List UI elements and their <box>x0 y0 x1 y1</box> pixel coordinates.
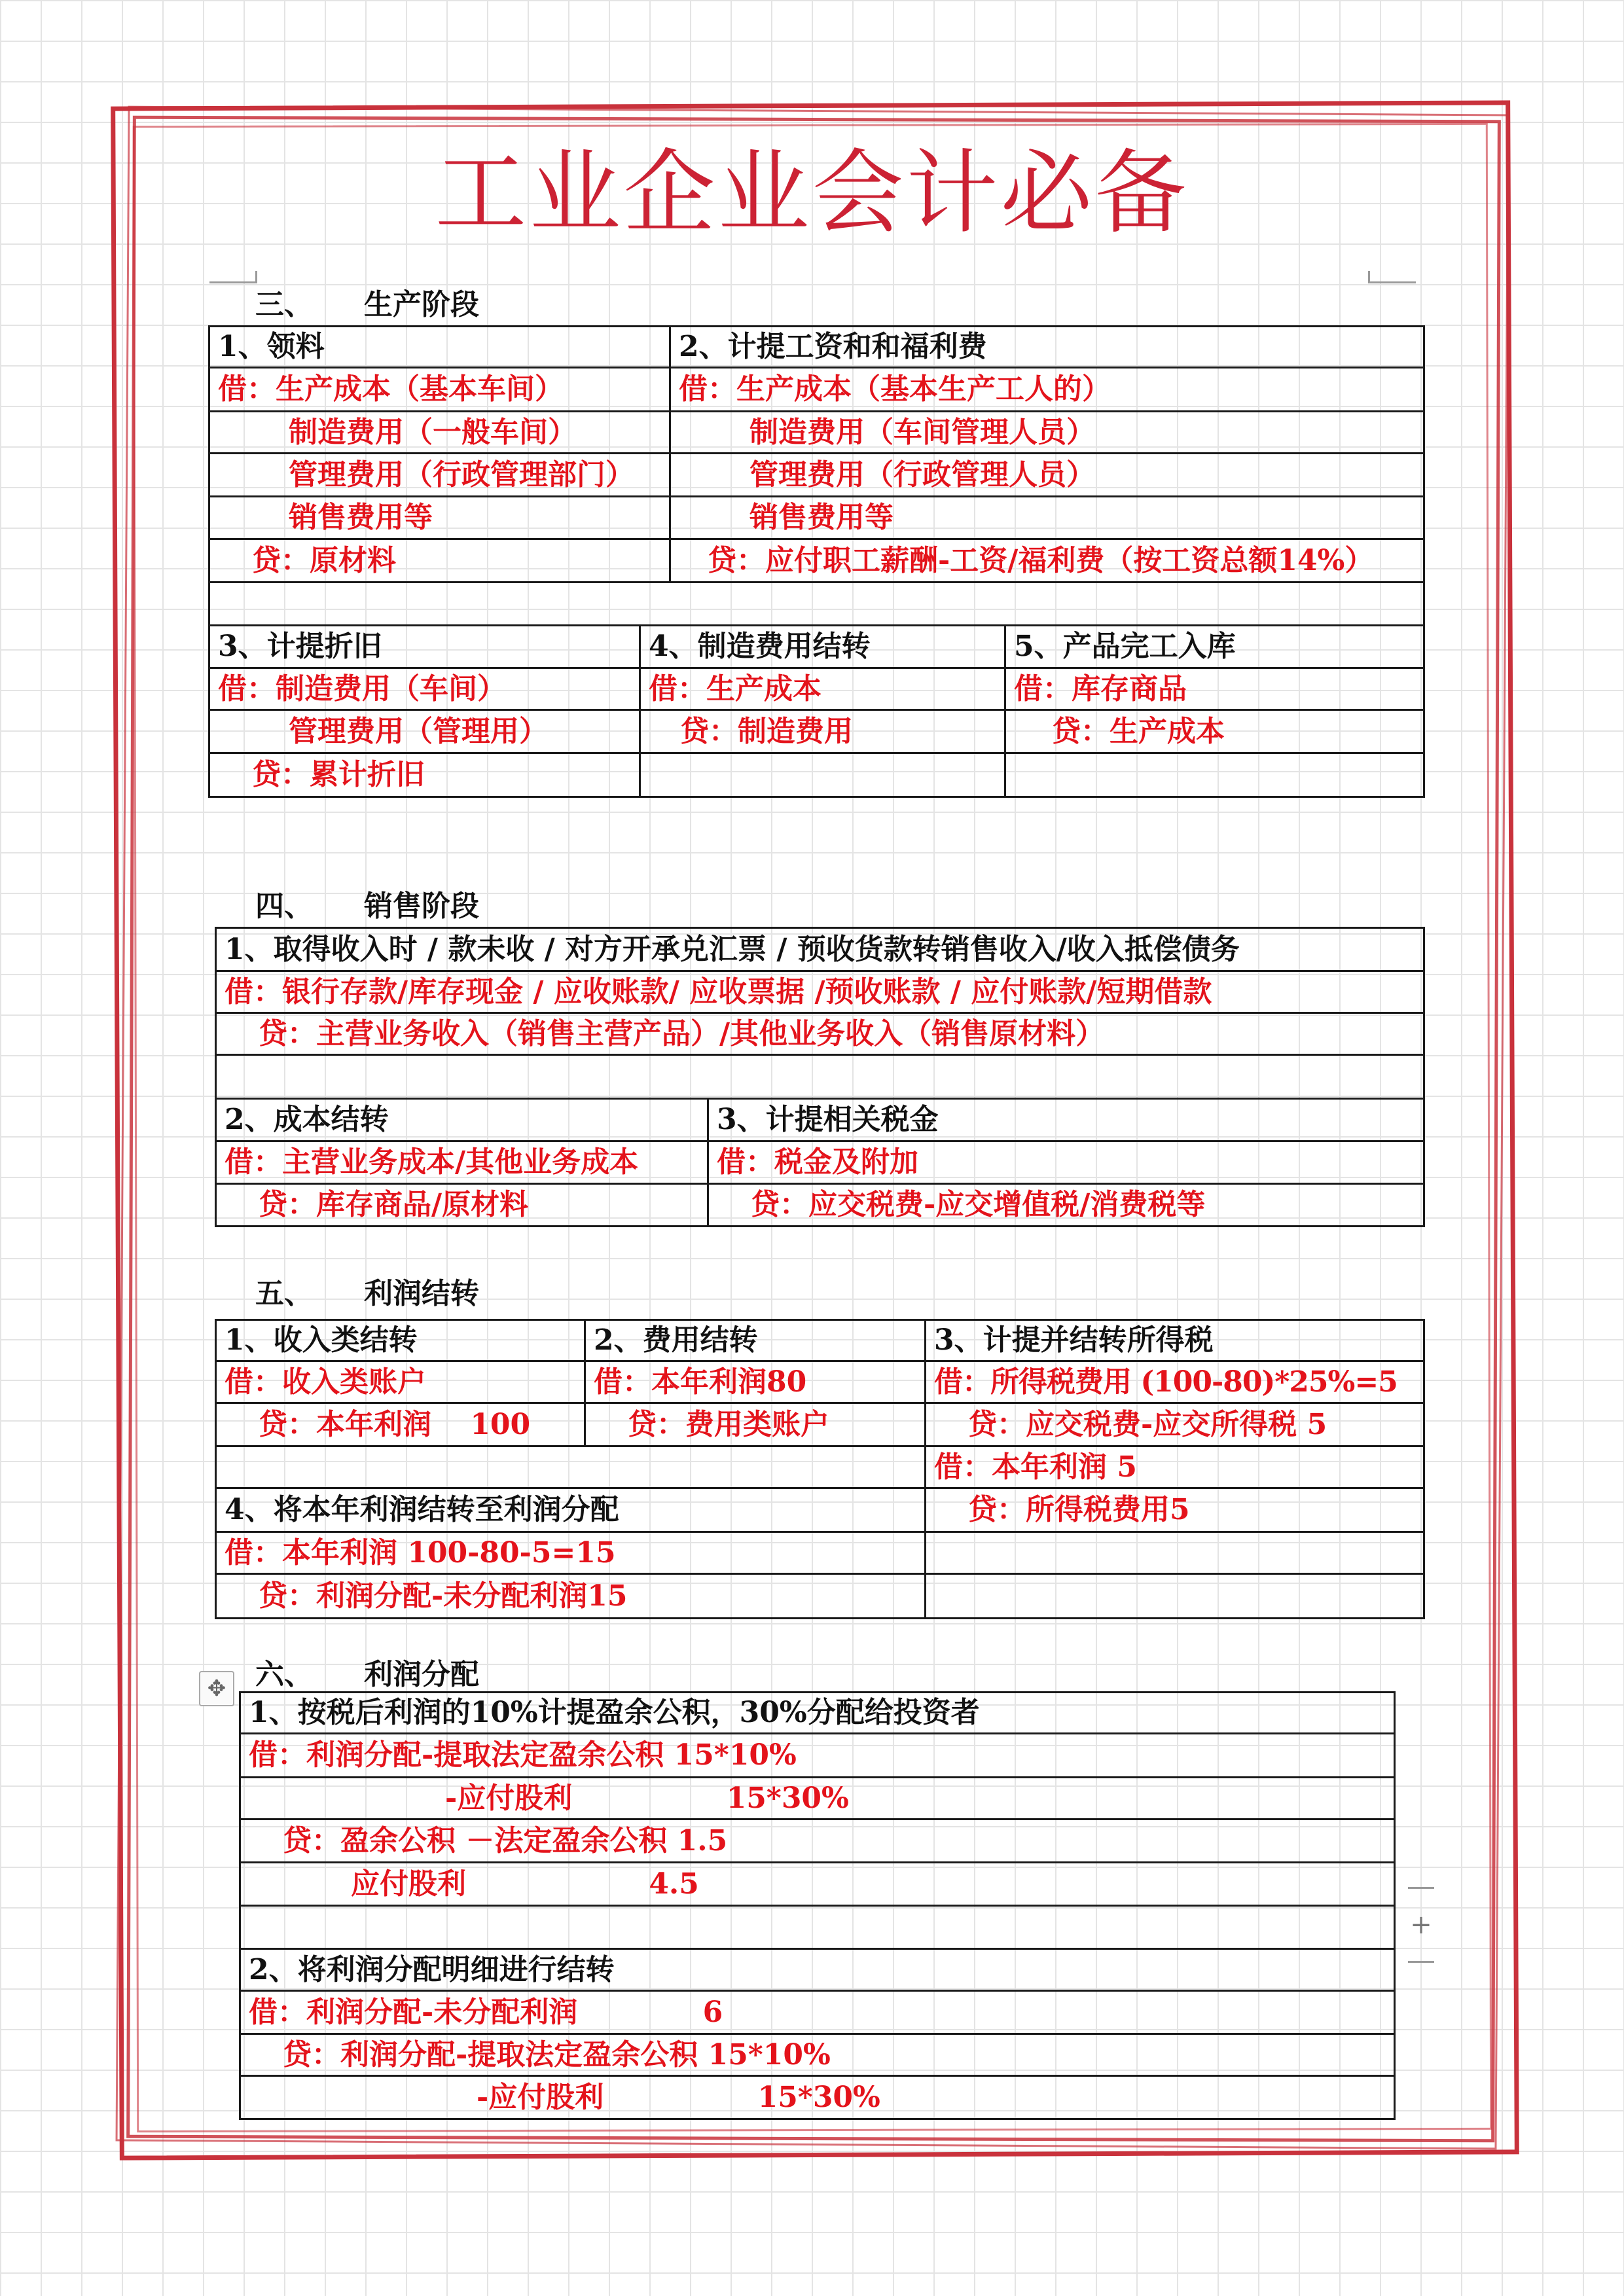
section-number: 四、 <box>255 889 313 923</box>
production-entries-table-2 <box>208 624 1425 798</box>
table-cell: 借：税金及附加 <box>708 1141 1424 1184</box>
table-cell: -应付股利 15*30% <box>240 2076 1395 2119</box>
table-cell: 借：生产成本 <box>640 668 1005 710</box>
table-cell: 贷：生产成本 <box>1005 710 1424 753</box>
section-heading-sales <box>255 889 479 923</box>
table-cell: 贷：所得税费用5 <box>926 1488 1424 1532</box>
table-cell: 贷：应交税费-应交增值税/消费税等 <box>708 1184 1424 1227</box>
table-cell-empty <box>1005 753 1424 797</box>
table-cell: 应付股利 4.5 <box>240 1863 1395 1906</box>
table-cell: 销售费用等 <box>209 497 670 539</box>
table-cell: 2、成本结转 <box>216 1099 708 1141</box>
table-cell: 贷：库存商品/原材料 <box>216 1184 708 1227</box>
table-cell-empty <box>240 1906 1395 1949</box>
table-cell: 借：生产成本（基本生产工人的） <box>670 368 1424 412</box>
table-cell: 贷：原材料 <box>209 539 670 583</box>
table-cell: 贷：主营业务收入（销售主营产品）/其他业务收入（销售原材料） <box>216 1013 1424 1055</box>
table-cell: 制造费用（一般车间） <box>209 412 670 454</box>
section-title: 生产阶段 <box>364 288 479 321</box>
table-cell: 1、领料 <box>209 327 670 368</box>
table-cell: 贷：盈余公积 －法定盈余公积 1.5 <box>240 1820 1395 1863</box>
section-number: 三、 <box>255 288 313 321</box>
table-cell: 1、收入类结转 <box>216 1320 585 1361</box>
table-cell: 贷：应交税费-应交所得税 5 <box>926 1403 1424 1446</box>
table-cell: 贷：本年利润 100 <box>216 1403 585 1446</box>
table-cell: 4、制造费用结转 <box>640 626 1005 668</box>
page-corner-mark-right <box>1368 271 1416 283</box>
table-cell-empty <box>926 1532 1424 1574</box>
table-cell: 管理费用（行政管理人员） <box>670 454 1424 497</box>
table-cell: 借：库存商品 <box>1005 668 1424 710</box>
table-cell: 2、将利润分配明细进行结转 <box>240 1949 1395 1991</box>
section-title: 销售阶段 <box>364 889 479 923</box>
table-cell: 借：利润分配-未分配利润 6 <box>240 1991 1395 2034</box>
table-cell: 贷：费用类账户 <box>585 1403 926 1446</box>
table-cell: 贷：累计折旧 <box>209 753 640 797</box>
section-title: 利润分配 <box>364 1658 479 1691</box>
sales-entries-table-2 <box>215 1098 1425 1227</box>
table-cell: 管理费用（管理用） <box>209 710 640 753</box>
table-cell: 借：本年利润 100-80-5=15 <box>216 1532 926 1574</box>
section-heading-profit-transfer <box>255 1277 479 1310</box>
table-cell: 借：利润分配-提取法定盈余公积 15*10% <box>240 1734 1395 1778</box>
profit-distribution-table <box>239 1691 1396 2120</box>
add-row-icon[interactable]: + <box>1408 1887 1434 1963</box>
table-cell-empty <box>209 583 1424 626</box>
table-cell: 贷：利润分配-未分配利润15 <box>216 1574 926 1619</box>
table-cell: -应付股利 15*30% <box>240 1778 1395 1820</box>
table-cell: 借：银行存款/库存现金 / 应收账款/ 应收票据 /预收账款 / 应付账款/短期借款 <box>216 971 1424 1013</box>
table-cell: 1、取得收入时 / 款未收 / 对方开承兑汇票 / 预收货款转销售收入/收入抵偿债务 <box>216 928 1424 971</box>
table-cell: 借：制造费用（车间） <box>209 668 640 710</box>
table-cell: 借：生产成本（基本车间） <box>209 368 670 412</box>
page-corner-mark-left <box>209 271 257 283</box>
table-cell: 3、计提折旧 <box>209 626 640 668</box>
table-cell: 管理费用（行政管理部门） <box>209 454 670 497</box>
table-cell: 3、计提并结转所得税 <box>926 1320 1424 1361</box>
table-cell: 贷：利润分配-提取法定盈余公积 15*10% <box>240 2034 1395 2076</box>
table-cell: 销售费用等 <box>670 497 1424 539</box>
table-cell: 制造费用（车间管理人员） <box>670 412 1424 454</box>
section-heading-profit-distribution <box>255 1660 479 1689</box>
section-title: 利润结转 <box>364 1277 479 1310</box>
page-title: 工业企业会计必备 <box>435 140 1189 247</box>
table-cell: 2、费用结转 <box>585 1320 926 1361</box>
table-cell: 1、按税后利润的10%计提盈余公积，30%分配给投资者 <box>240 1693 1395 1734</box>
production-entries-table <box>208 325 1425 626</box>
move-handle-icon[interactable]: ✥ <box>199 1671 234 1706</box>
table-cell: 5、产品完工入库 <box>1005 626 1424 668</box>
table-cell: 4、将本年利润结转至利润分配 <box>216 1488 926 1532</box>
table-cell-empty <box>216 1446 926 1488</box>
section-number: 五、 <box>255 1277 313 1310</box>
section-heading-production <box>255 288 479 321</box>
profit-transfer-table <box>215 1319 1425 1619</box>
table-cell: 借：本年利润80 <box>585 1361 926 1403</box>
section-number: 六、 <box>255 1658 313 1691</box>
table-cell: 借：收入类账户 <box>216 1361 585 1403</box>
table-cell-empty <box>640 753 1005 797</box>
table-cell: 借：主营业务成本/其他业务成本 <box>216 1141 708 1184</box>
sales-entries-table <box>215 927 1425 1100</box>
table-cell: 贷：制造费用 <box>640 710 1005 753</box>
table-cell: 借：所得税费用 (100-80)*25%=5 <box>926 1361 1424 1403</box>
table-cell: 2、计提工资和和福利费 <box>670 327 1424 368</box>
table-cell: 贷：应付职工薪酬-工资/福利费（按工资总额14%） <box>670 539 1424 583</box>
table-cell-empty <box>926 1574 1424 1619</box>
table-cell: 3、计提相关税金 <box>708 1099 1424 1141</box>
table-cell: 借：本年利润 5 <box>926 1446 1424 1488</box>
table-cell-empty <box>216 1055 1424 1099</box>
